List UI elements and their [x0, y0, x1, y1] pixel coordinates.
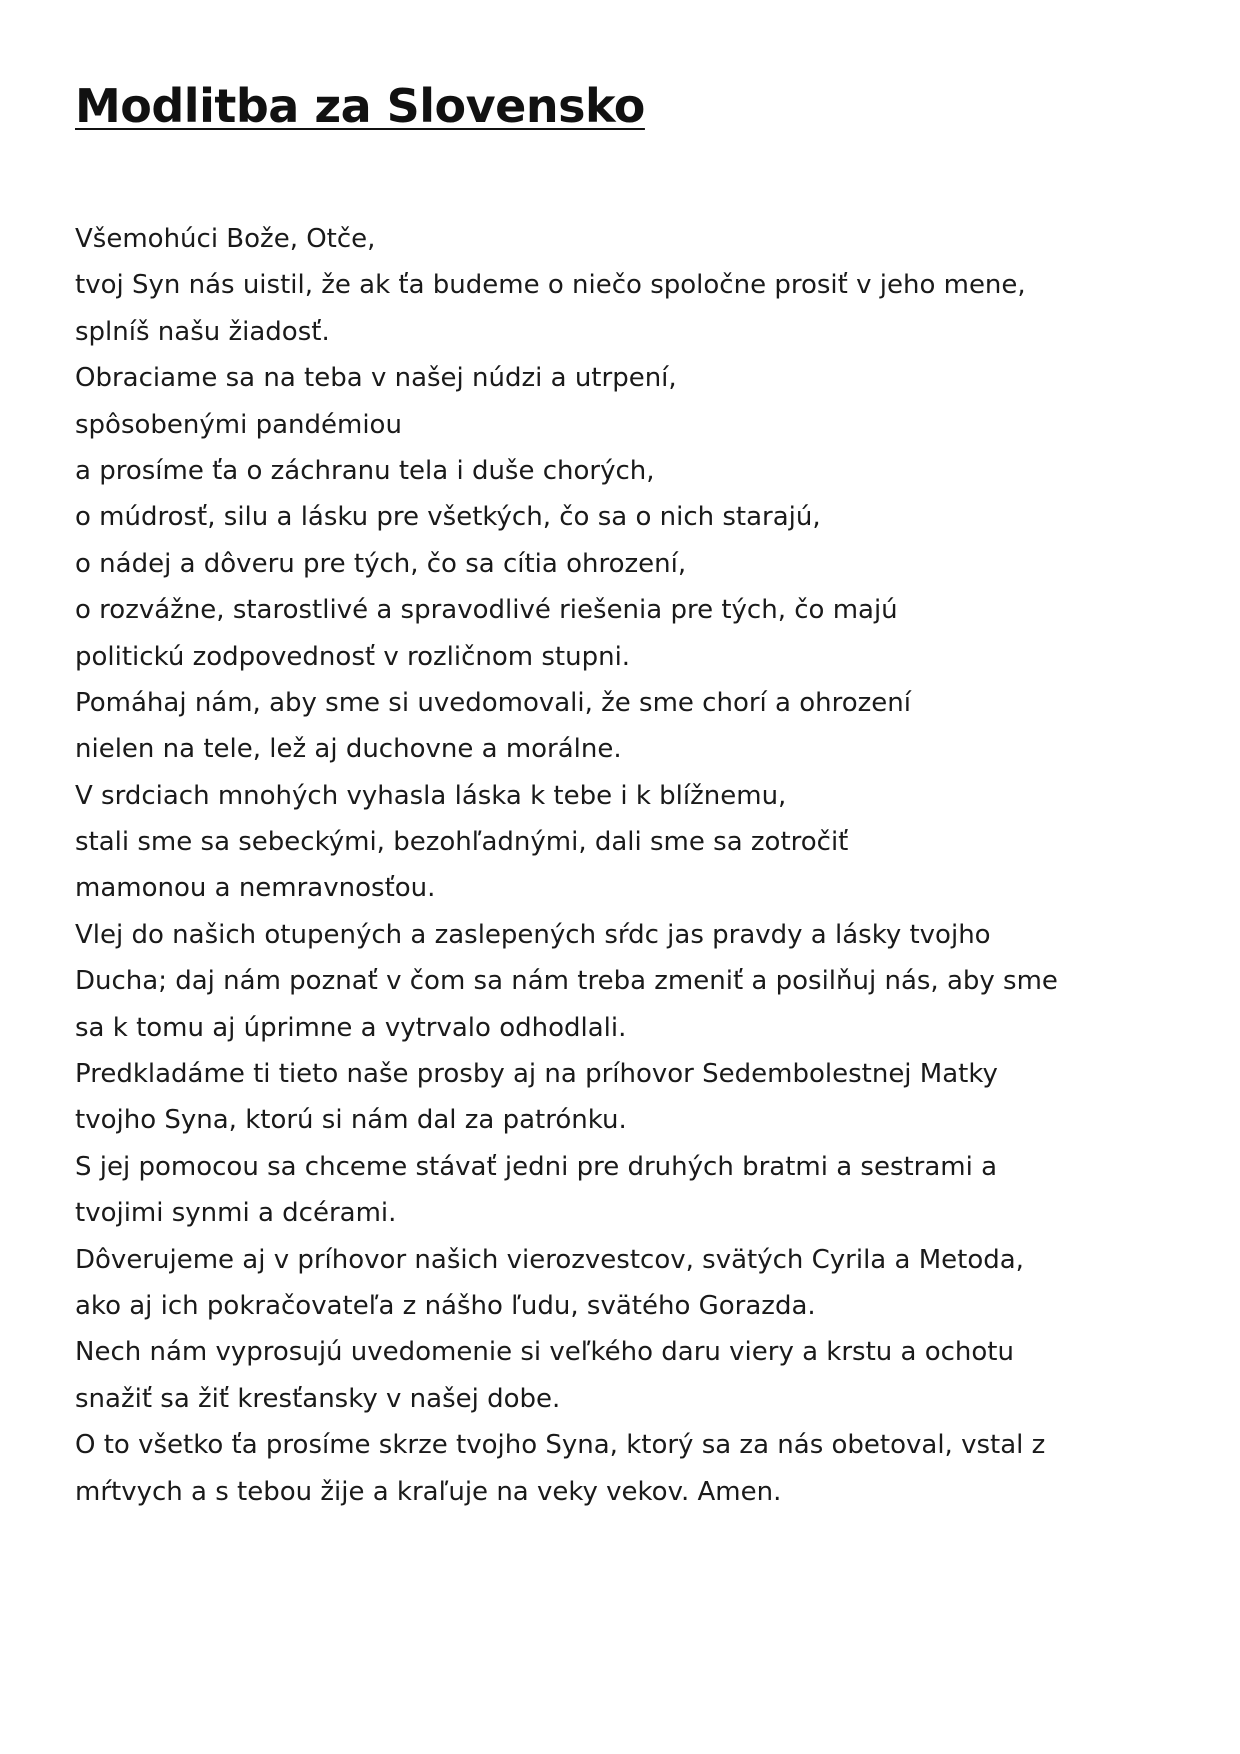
text-line: mamonou a nemravnosťou.: [75, 873, 436, 904]
text-line: Pomáhaj nám, aby sme si uvedomovali, že sme chorí a ohrození: [75, 687, 911, 718]
text-line: snažiť sa žiť kresťansky v našej dobe.: [75, 1383, 561, 1414]
text-line: sa k tomu aj úprimne a vytrvalo odhodlali.: [75, 1012, 627, 1043]
text-line: Dôverujeme aj v príhovor našich vierozvestcov, svätých Cyrila a Metoda,: [75, 1244, 1024, 1275]
text-line: ako aj ich pokračovateľa z nášho ľudu, svätého Gorazda.: [75, 1290, 816, 1321]
text-line: O to všetko ťa prosíme skrze tvojho Syna, ktorý sa za nás obetoval, vstal z: [75, 1430, 1046, 1461]
text-line: Obraciame sa na teba v našej núdzi a utrpení,: [75, 363, 677, 394]
prayer-text: [75, 216, 1195, 1515]
text-line: tvoj Syn nás uistil, že ak ťa budeme o niečo spoločne prosiť v jeho mene,: [75, 270, 1026, 301]
text-line: Vlej do našich otupených a zaslepených sŕdc jas pravdy a lásky tvojho: [75, 919, 991, 950]
text-line: a prosíme ťa o záchranu tela i duše chorých,: [75, 455, 655, 486]
text-line: tvojho Syna, ktorú si nám dal za patrónku.: [75, 1105, 627, 1136]
text-line: o nádej a dôveru pre tých, čo sa cítia ohrození,: [75, 548, 687, 579]
text-line: o rozvážne, starostlivé a spravodlivé riešenia pre tých, čo majú: [75, 595, 898, 626]
text-line: tvojimi synmi a dcérami.: [75, 1198, 397, 1229]
text-line: V srdciach mnohých vyhasla láska k tebe i k blížnemu,: [75, 780, 787, 811]
text-line: nielen na tele, lež aj duchovne a morálne.: [75, 734, 622, 765]
page-title: Modlitba za Slovensko: [75, 79, 645, 133]
text-line: mŕtvych a s tebou žije a kraľuje na veky vekov. Amen.: [75, 1476, 782, 1507]
text-line: spôsobenými pandémiou: [75, 409, 402, 440]
text-line: stali sme sa sebeckými, bezohľadnými, dali sme sa zotročiť: [75, 827, 849, 858]
text-line: politickú zodpovednosť v rozličnom stupni.: [75, 641, 631, 672]
text-line: Predkladáme ti tieto naše prosby aj na príhovor Sedembolestnej Matky: [75, 1059, 998, 1090]
text-line: Nech nám vyprosujú uvedomenie si veľkého daru viery a krstu a ochotu: [75, 1337, 1014, 1368]
text-line: S jej pomocou sa chceme stávať jedni pre druhých bratmi a sestrami a: [75, 1151, 998, 1182]
text-line: Všemohúci Bože, Otče,: [75, 224, 376, 254]
text-line: Ducha; daj nám poznať v čom sa nám treba zmeniť a posilňuj nás, aby sme: [75, 966, 1058, 997]
text-line: splníš našu žiadosť.: [75, 316, 330, 347]
text-line: o múdrosť, silu a lásku pre všetkých, čo sa o nich starajú,: [75, 502, 821, 533]
